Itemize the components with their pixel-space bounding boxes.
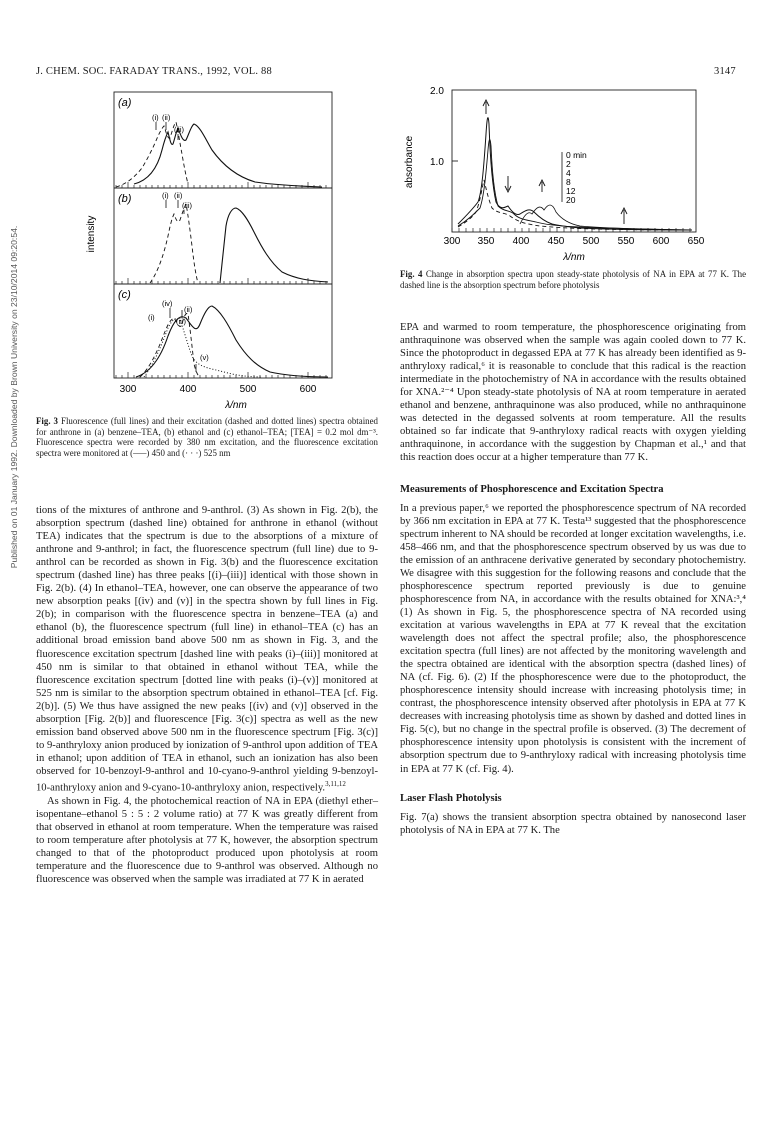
fig4-legend-8: 8 — [566, 177, 571, 187]
fig4-ytick-2: 2.0 — [430, 86, 444, 97]
fig4-xtick-500: 500 — [582, 236, 600, 247]
fig3c-peak-iv: (iv) — [162, 299, 173, 308]
fig3c-excitation-525 — [144, 318, 262, 377]
fig3b-peak-ii: (ii) — [174, 191, 183, 200]
left-paragraph-1 — [36, 504, 378, 795]
fig3-xtick-600: 600 — [299, 384, 317, 395]
fig3-xlabel: λ/nm — [225, 400, 247, 411]
fig4-xtick-650: 650 — [687, 236, 705, 247]
fig4-xtick-550: 550 — [617, 236, 635, 247]
fig4-xtick-450: 450 — [547, 236, 565, 247]
left-paragraph-1-ref: 3,11,12 — [325, 779, 346, 788]
fig3-frame — [114, 92, 332, 378]
fig4-arrow-down — [505, 176, 511, 192]
fig4-caption — [400, 269, 746, 290]
fig4-ytick-1: 1.0 — [430, 157, 444, 168]
fig4-arrow-up-red — [621, 208, 627, 224]
fig3-caption — [36, 416, 378, 458]
fig4-xtick-400: 400 — [512, 236, 530, 247]
page-number: 3147 — [714, 66, 736, 77]
fig4-frame — [452, 90, 696, 232]
fig3c-peak-v: (v) — [200, 353, 209, 362]
download-sidebar-text: Published on 01 January 1992. Downloaded by Brown University on 23/10/2014 09:20:54. — [9, 225, 19, 569]
fig3b-peak-i: (i) — [162, 191, 169, 200]
fig3c-peak-i: (i) — [148, 313, 155, 322]
fig3-caption-text: Fluorescence (full lines) and their excitation (dashed and dotted lines) spectra obtained for anthrone in (a) benzene–TEA, (b) ethanol and (c) ethanol–TEA; [TEA] = 0.2 mol dm⁻³. Fluorescence spectra were recorded by 380 nm excitation, and the fluorescence excitation spectra were monitored at (–––) 450 and (· · ·) 525 nm — [36, 416, 378, 458]
fig4-legend-20: 20 — [566, 195, 576, 205]
fig3-xtick-400: 400 — [179, 384, 197, 395]
fig4-xtick-600: 600 — [652, 236, 670, 247]
fig3a-peak-i: (i) — [152, 113, 159, 122]
fig4-arrow-up-peak — [483, 100, 489, 114]
fig3b-excitation — [150, 204, 198, 283]
section-heading-laser-flash: Laser Flash Photolysis — [400, 792, 502, 804]
fig4-legend-4: 4 — [566, 168, 571, 178]
fig3-panel-b-label: (b) — [118, 193, 132, 205]
fig3-caption-label: Fig. 3 — [36, 416, 58, 426]
fig3-minor-ticks — [116, 182, 326, 378]
fig3b-fluorescence — [220, 208, 328, 283]
right-paragraph-3: Fig. 7(a) shows the transient absorption spectra obtained by nanosecond laser photolysis of NA in EPA at 77 K. The — [400, 811, 746, 836]
fig3a-peak-iii: (iii) — [174, 125, 184, 134]
fig4-legend-2: 2 — [566, 159, 571, 169]
left-column — [36, 504, 378, 886]
fig3c-fluorescence — [136, 306, 328, 377]
fig4-caption-text: Change in absorption spectra upon steady-state photolysis of NA in EPA at 77 K. The dashed line is the absorption spectrum before photolysis — [400, 269, 747, 290]
fig3-xtick-300: 300 — [119, 384, 137, 395]
right-column — [400, 321, 746, 837]
fig4-xtick-350: 350 — [477, 236, 495, 247]
download-sidebar — [8, 148, 20, 648]
fig4-legend-12: 12 — [566, 186, 576, 196]
fig4-caption-label: Fig. 4 — [400, 269, 423, 279]
fig3-panel-a-label: (a) — [118, 97, 132, 109]
section-heading-phosphorescence: Measurements of Phosphorescence and Excitation Spectra — [400, 483, 664, 495]
fig3c-excitation-450 — [140, 313, 200, 377]
fig4-ylabel: absorbance — [404, 135, 415, 189]
fig3b-peak-iii: (iii) — [182, 201, 192, 210]
right-paragraph-2: In a previous paper,⁶ we reported the phosphorescence spectrum of NA recorded by 366 nm excitation in EPA at 77 K. Testa¹³ suggested that the phosphorescence spectrum inherent to NA should be recorded at longer excitation wavelengths, i.e. 458–466 nm, and that the phosphorescence spectrum observed by us was due to the emission of an anthracene derivative generated by secondary photochemistry. We disagree with this suggestion for the following reasons and conclude that the phosphorescence spectrum reported previously is due to genuine phosphorescence from NA, in accordance with the results obtained for XNA:³,⁴ (1) As shown in Fig. 5, the phosphorescence spectra of NA recorded using excitation at various wavelengths in EPA at 77 K reveal that the excitation wavelength does not affect the spectral profile; also, the phosphorescence excitation spectra (full lines) are not affected by the monitoring wavelength and the spectra obtained are identical with the absorption spectra (dashed lines) of NA (cf. Fig. 6). (2) If the phosphorescence were due to the photoproduct, the phosphorescence intensity should increase with increasing photolysis time; in contrast, the phosphorescence intensity observed after photolysis in EPA at 77 K decreases with increasing photolysis time as shown by dashed and dotted lines in Fig. 5(c), but no change in the spectral profile is observed. (3) The decrement of phosphorescence intensity upon photolysis is consistent with the increment of absorption spectrum due to 9-anthryloxy radical with increasing photolysis time in EPA at 77 K (cf. Fig. 4). — [400, 502, 746, 775]
fig3a-fluorescence — [134, 124, 322, 187]
right-paragraph-1: EPA and warmed to room temperature, the phosphorescence originating from anthraquinone was observed when the sample was again cooled down to 77 K. Since the photoproduct in degassed EPA at 77 K has already been identified as 9-anthryloxy radical,⁶ it is reasonable to conclude that this radical is the reaction intermediate in the photochemistry of NA in accordance with the results obtained for XNA.²⁻⁴ Upon steady-state photolysis of NA at room temperature in aerated ethanol and benzene, anthraquinone was also produced, while no anthraquinone was detected in the degassed solvents at room temperature. All the results obtained so far indicate that 9-anthryloxy radical reacts with oxygen yielding anthraquinone, in accordance with the suggestion by Chapman et al.,¹ and that this reaction does occur at a higher temperature than 77 K. — [400, 322, 746, 464]
fig3-xtick-500: 500 — [239, 384, 257, 395]
fig4-legend-0: 0 min — [566, 150, 587, 160]
fig3a-peak-ii: (ii) — [162, 113, 171, 122]
fig4-arrow-up-mid — [539, 180, 545, 192]
left-paragraph-2: As shown in Fig. 4, the photochemical reaction of NA in EPA (diethyl ether–isopentane–ethanol 5 : 5 : 2 volume ratio) at 77 K was greatly different from that observed in ethanol at room temperature. When the temperature was raised to room temperature after photolysis at 77 K, however, the absorption spectrum changed to that of the photoproduct produced upon photolysis at room temperature and the fluorescence due to 9-anthrol was observed. Although no fluorescence was observed when the sample was irradiated at 77 K in aerated — [36, 795, 378, 885]
fig3c-peak-iii: (iii) — [176, 317, 186, 326]
fig4-figure — [400, 84, 740, 274]
fig3-panel-c-label: (c) — [118, 289, 131, 301]
left-paragraph-1-text: tions of the mixtures of anthrone and 9-anthrol. (3) As shown in Fig. 2(b), the absorption spectrum (dashed line) obtained for anthrone in ethanol (without TEA) indicates that the spectrum is due to the absorptions of a mixture of anthrone and 9-anthrol; in fact, the fluorescence spectrum (full line) due to 9-anthrol can be recorded as shown in Fig. 3(b) and the fluorescence excitation spectrum (dashed line) has three peaks [(i)–(iii)] identical with those shown in Fig. 2(b). (4) In ethanol–TEA, however, one can observe the appearance of two new absorption peaks [(iv) and (v)] in the spectra shown by full lines in Fig. 2(b); in comparison with the fluorescence spectra in benzene–TEA (a) and ethanol (b), the fluorescence spectrum (full line) in ethanol–TEA (c) has an additional broad emission band above 500 nm as shown in Fig. 3, and the fluorescence excitation spectrum [dashed line with peaks (i)–(iii)] monitored at 450 nm is similar to that obtained in ethanol without TEA, while the fluorescence excitation spectrum [dotted line with peaks (i)–(v)] monitored at 525 nm is similar to the absorption spectrum obtained in ethanol–TEA [cf. Fig. 2(b)]. (5) We thus have assigned the new peaks [(iv) and (v)] observed in the absorption [Fig. 2(b)] and fluorescence [Fig. 3(c)] spectra as well as the new emission band observed above 500 nm in the fluorescence spectrum [Fig. 3(c)] to 9-anthryloxy anion produced by ionization of 9-anthrol upon addition of TEA in ethanol; upon addition of TEA in ethanol, such an ionization has also been observed for 10-benzoyl-9-anthrol and 10-cyano-9-anthrol yielding 9-benzoyl-10-anthryloxy anion and 9-cyano-10-anthryloxy anion, respectively. — [36, 505, 378, 794]
fig4-xlabel: λ/nm — [563, 252, 585, 263]
fig3-ylabel: intensity — [86, 215, 97, 253]
journal-header: J. CHEM. SOC. FARADAY TRANS., 1992, VOL. 88 — [36, 66, 272, 77]
fig3c-peak-ii: (ii) — [184, 305, 193, 314]
fig3-figure — [70, 84, 360, 414]
fig4-xtick-300: 300 — [443, 236, 461, 247]
